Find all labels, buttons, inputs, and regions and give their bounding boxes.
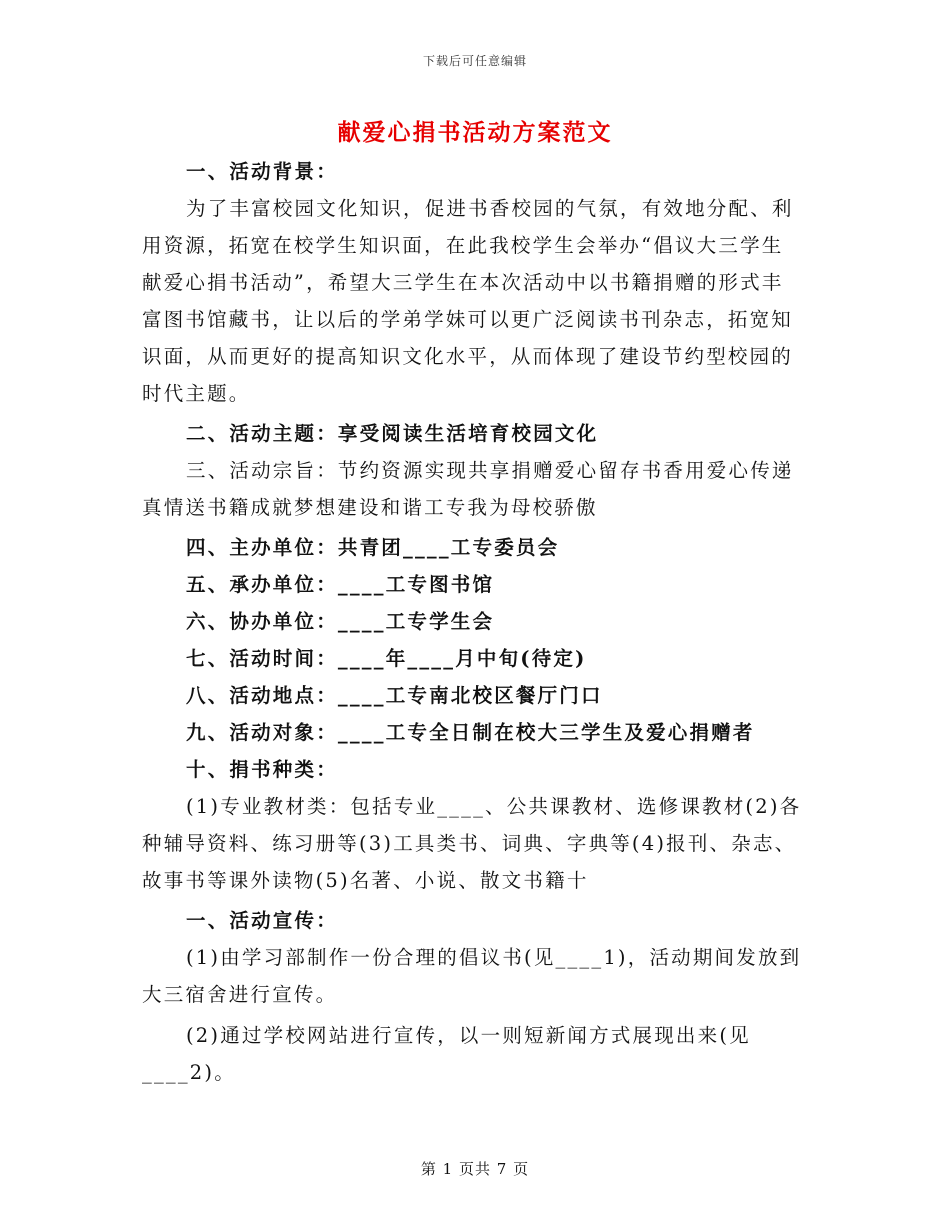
paragraph-line: 故事书等课外读物(5)名著、小说、散文书籍十 [142, 869, 589, 892]
paragraph-line: 献爱心捐书活动”，希望大三学生在本次活动中以书籍捐赠的形式丰 [142, 271, 784, 294]
paragraph-line: ____2)。 [142, 1061, 236, 1084]
document-title: 献爱心捐书活动方案范文 [337, 119, 613, 146]
target-line: 九、活动对象：____工专全日制在校大三学生及爱心捐赠者 [186, 721, 755, 744]
paragraph-line: 富图书馆藏书，让以后的学弟学妹可以更广泛阅读书刊杂志，拓宽知 [142, 308, 794, 331]
paragraph-line: 大三宿舍进行宣传。 [142, 983, 338, 1006]
publicity-heading: 一、活动宣传： [186, 909, 338, 932]
purpose-paragraph [142, 452, 814, 526]
paragraph-line: 时代主题。 [142, 382, 251, 405]
paragraph-line: 用资源，拓宽在校学生知识面，在此我校学生会举办“倡议大三学生 [142, 234, 784, 257]
book-types-paragraph [142, 788, 814, 899]
paragraph-line: 三、活动宗旨：节约资源实现共享捐赠爱心留存书香用爱心传递 [186, 459, 794, 482]
publicity-item-2 [142, 1017, 814, 1091]
theme-line: 二、活动主题：享受阅读生活培育校园文化 [186, 422, 599, 445]
publicity-item-1 [142, 939, 814, 1013]
book-types-heading: 十、捐书种类： [186, 758, 338, 781]
co-organizer-line: 六、协办单位：____工专学生会 [186, 610, 495, 633]
paragraph-line: (1)专业教材类：包括专业____、公共课教材、选修课教材(2)各 [186, 795, 802, 818]
paragraph-line: 种辅导资料、练习册等(3)工具类书、词典、字典等(4)报刊、杂志、 [142, 832, 797, 855]
paragraph-line: 真情送书籍成就梦想建设和谐工专我为母校骄傲 [142, 496, 598, 519]
time-line: 七、活动时间：____年____月中旬(待定) [186, 647, 587, 670]
page-footer: 第 1 页共 7 页 [420, 1160, 530, 1178]
header-note: 下载后可任意编辑 [422, 54, 527, 68]
paragraph-line: 为了丰富校园文化知识，促进书香校园的气氛，有效地分配、利 [186, 197, 794, 220]
organizer-line: 五、承办单位：____工专图书馆 [186, 573, 495, 596]
document-body [142, 153, 814, 1091]
background-paragraph [142, 190, 814, 412]
paragraph-line: 识面，从而更好的提高知识文化水平，从而体现了建设节约型校园的 [142, 345, 794, 368]
host-line: 四、主办单位：共青团____工专委员会 [186, 536, 560, 559]
paragraph-line: (1)由学习部制作一份合理的倡议书(见____1)，活动期间发放到 [186, 946, 802, 969]
location-line: 八、活动地点：____工专南北校区餐厅门口 [186, 684, 603, 707]
paragraph-line: (2)通过学校网站进行宣传，以一则短新闻方式展现出来(见 [186, 1024, 751, 1047]
background-heading: 一、活动背景： [186, 160, 338, 183]
